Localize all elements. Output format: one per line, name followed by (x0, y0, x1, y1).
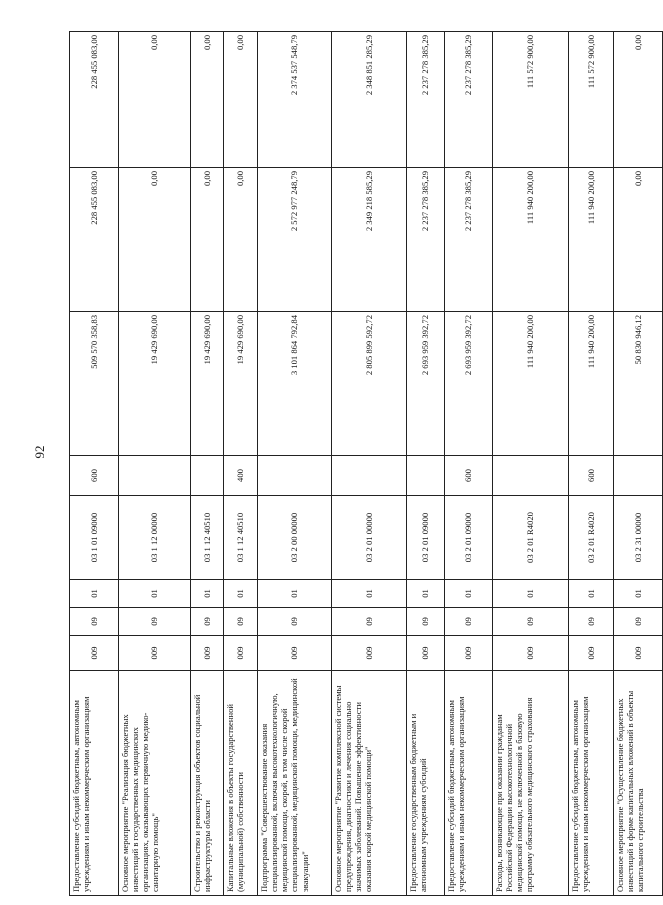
target-article-cell: 03 2 01 R4020 (493, 496, 569, 580)
target-article-cell: 03 2 01 09000 (445, 496, 493, 580)
amount-year1-cell: 19 429 690,00 (224, 312, 258, 456)
subsection-code-cell: 01 (224, 580, 258, 608)
section-code-cell: 09 (70, 608, 119, 636)
ministry-code-cell: 009 (445, 636, 493, 671)
amount-year3-cell: 0,00 (224, 32, 258, 168)
expense-type-cell (119, 456, 191, 496)
amount-year3-cell: 111 572 900,00 (493, 32, 569, 168)
row-name-cell: Основное мероприятие "Развитие комплексной системы предупреждения, диагностики и лечения социально значимых заболеваний. Повышение эффективности оказания скорой медицинской помощи" (332, 671, 407, 896)
amount-year1-cell: 111 940 200,00 (569, 312, 614, 456)
amount-year3-cell: 228 455 083,00 (70, 32, 119, 168)
target-article-cell: 03 1 12 40510 (224, 496, 258, 580)
row-name-cell: Строительство и реконструкция объектов социальной инфраструктуры области (191, 671, 224, 896)
section-code-cell: 09 (569, 608, 614, 636)
amount-year3-cell: 0,00 (614, 32, 663, 168)
row-name-cell: Предоставление субсидий бюджетным, автономным учреждениям и иным некоммерческим организациям (70, 671, 119, 896)
subsection-code-cell: 01 (119, 580, 191, 608)
target-article-cell: 03 2 31 00000 (614, 496, 663, 580)
ministry-code-cell: 009 (258, 636, 332, 671)
expense-type-cell (407, 456, 445, 496)
expense-type-cell: 600 (445, 456, 493, 496)
amount-year1-cell: 2 693 959 392,72 (407, 312, 445, 456)
row-name-cell: Предоставление субсидий бюджетным, автономным учреждениям и иным некоммерческим организациям (569, 671, 614, 896)
section-code-cell: 09 (407, 608, 445, 636)
amount-year1-cell: 19 429 690,00 (191, 312, 224, 456)
table-row (332, 32, 407, 896)
table-row (493, 32, 569, 896)
ministry-code-cell: 009 (224, 636, 258, 671)
row-name-cell: Основное мероприятие "Осуществление бюджетных инвестиций в форме капитальных вложений в объекты капитального строительства (614, 671, 663, 896)
ministry-code-cell: 009 (119, 636, 191, 671)
subsection-code-cell: 01 (493, 580, 569, 608)
amount-year1-cell: 2 693 959 392,72 (445, 312, 493, 456)
target-article-cell: 03 1 12 40510 (191, 496, 224, 580)
amount-year2-cell: 2 237 278 385,29 (445, 168, 493, 312)
amount-year1-cell: 50 830 946,12 (614, 312, 663, 456)
expense-type-cell (332, 456, 407, 496)
row-name-cell: Капитальные вложения в объекты государственной (муниципальной) собственности (224, 671, 258, 896)
table-row (569, 32, 614, 896)
page-number: 92 (32, 445, 47, 459)
expense-type-cell (614, 456, 663, 496)
ministry-code-cell: 009 (569, 636, 614, 671)
amount-year2-cell: 0,00 (119, 168, 191, 312)
amount-year1-cell: 509 570 358,83 (70, 312, 119, 456)
section-code-cell: 09 (493, 608, 569, 636)
table-row (70, 32, 119, 896)
table-row (224, 32, 258, 896)
amount-year1-cell: 3 101 864 792,84 (258, 312, 332, 456)
ministry-code-cell: 009 (332, 636, 407, 671)
amount-year3-cell: 2 374 537 548,79 (258, 32, 332, 168)
amount-year2-cell: 2 572 977 248,79 (258, 168, 332, 312)
target-article-cell: 03 2 01 09000 (407, 496, 445, 580)
amount-year2-cell: 2 349 218 585,29 (332, 168, 407, 312)
table-row (191, 32, 224, 896)
subsection-code-cell: 01 (614, 580, 663, 608)
amount-year3-cell: 2 237 278 385,29 (445, 32, 493, 168)
amount-year3-cell: 111 572 900,00 (569, 32, 614, 168)
expense-type-cell (493, 456, 569, 496)
table-row (119, 32, 191, 896)
expense-type-cell: 400 (224, 456, 258, 496)
ministry-code-cell: 009 (614, 636, 663, 671)
subsection-code-cell: 01 (445, 580, 493, 608)
row-name-cell: Расходы, возникающие при оказании гражданам Российской Федерации высокотехнологичной медицинской помощи, не включенной в базовую программу обязательного медицинского страхования (493, 671, 569, 896)
budget-table (69, 31, 663, 896)
section-code-cell: 09 (119, 608, 191, 636)
amount-year2-cell: 228 455 083,00 (70, 168, 119, 312)
expense-type-cell (258, 456, 332, 496)
amount-year2-cell: 111 940 200,00 (569, 168, 614, 312)
subsection-code-cell: 01 (569, 580, 614, 608)
section-code-cell: 09 (224, 608, 258, 636)
table-row (614, 32, 663, 896)
amount-year2-cell: 2 237 278 385,29 (407, 168, 445, 312)
ministry-code-cell: 009 (493, 636, 569, 671)
amount-year2-cell: 0,00 (191, 168, 224, 312)
subsection-code-cell: 01 (258, 580, 332, 608)
amount-year3-cell: 2 348 851 285,29 (332, 32, 407, 168)
ministry-code-cell: 009 (70, 636, 119, 671)
table-row (407, 32, 445, 896)
amount-year3-cell: 0,00 (191, 32, 224, 168)
row-name-cell: Подпрограмма "Совершенствование оказания специализированной, включая высокотехнологичную, медицинской помощи, скорой, в том числе скорой специализированной, медицинской помощи, медицинской эвакуации" (258, 671, 332, 896)
amount-year2-cell: 111 940 200,00 (493, 168, 569, 312)
subsection-code-cell: 01 (191, 580, 224, 608)
subsection-code-cell: 01 (407, 580, 445, 608)
budget-table-body (70, 32, 663, 896)
amount-year2-cell: 0,00 (614, 168, 663, 312)
subsection-code-cell: 01 (70, 580, 119, 608)
target-article-cell: 03 2 00 00000 (258, 496, 332, 580)
row-name-cell: Предоставление государственным бюджетным и автономным учреждениям субсидий (407, 671, 445, 896)
ministry-code-cell: 009 (191, 636, 224, 671)
row-name-cell: Основное мероприятие "Реализация бюджетных инвестиций в государственных медицинских организациях, оказывающих первичную медико-санитарную помощь" (119, 671, 191, 896)
amount-year1-cell: 19 429 690,00 (119, 312, 191, 456)
budget-table-rotated (69, 32, 646, 896)
amount-year3-cell: 0,00 (119, 32, 191, 168)
table-row (258, 32, 332, 896)
expense-type-cell: 600 (569, 456, 614, 496)
section-code-cell: 09 (332, 608, 407, 636)
expense-type-cell (191, 456, 224, 496)
amount-year2-cell: 0,00 (224, 168, 258, 312)
target-article-cell: 03 1 12 00000 (119, 496, 191, 580)
section-code-cell: 09 (258, 608, 332, 636)
amount-year1-cell: 111 940 200,00 (493, 312, 569, 456)
amount-year3-cell: 2 237 278 385,29 (407, 32, 445, 168)
table-row (445, 32, 493, 896)
section-code-cell: 09 (445, 608, 493, 636)
ministry-code-cell: 009 (407, 636, 445, 671)
amount-year1-cell: 2 805 899 592,72 (332, 312, 407, 456)
expense-type-cell: 600 (70, 456, 119, 496)
section-code-cell: 09 (614, 608, 663, 636)
subsection-code-cell: 01 (332, 580, 407, 608)
target-article-cell: 03 2 01 00000 (332, 496, 407, 580)
section-code-cell: 09 (191, 608, 224, 636)
row-name-cell: Предоставление субсидий бюджетным, автономным учреждениям и иным некоммерческим организациям (445, 671, 493, 896)
target-article-cell: 03 2 01 R4020 (569, 496, 614, 580)
target-article-cell: 03 1 01 09000 (70, 496, 119, 580)
